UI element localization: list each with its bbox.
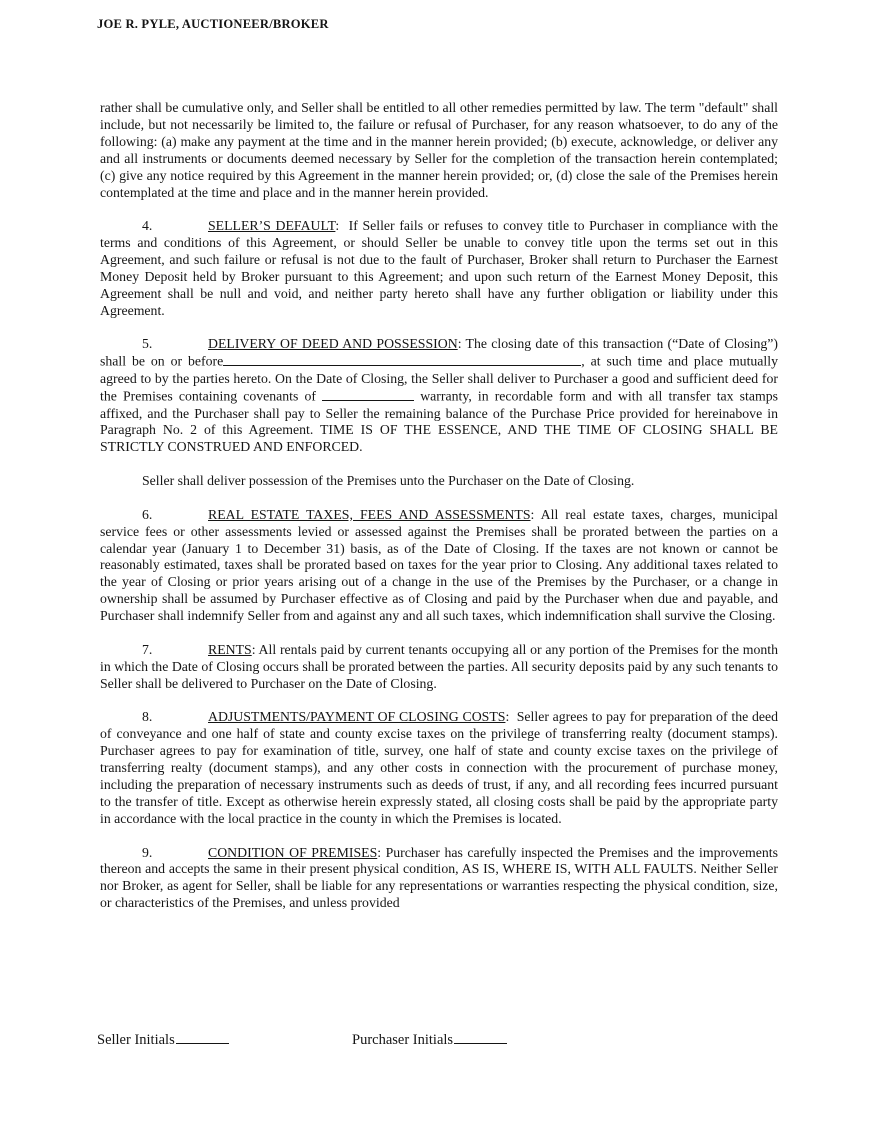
- text-run: : Seller agrees to pay for preparation of the deed of conveyance and one half of state and county excise taxes on the privilege of transferring realty (document stamps). Purchaser agrees to pay for examination of title, survey, one half of state and county excise taxes on the privilege of transferring realty (document stamps), and any other costs in connection with the procurement of purchase money, including the preparation of necessary instruments such as deeds of trust, if any, and all recording fees incurred pursuant to the transfer of title. Except as otherwise herein expressly stated, all closing costs shall be paid by the appropriate party in accordance with the local practice in the county in which the Premises is located.: [100, 709, 778, 826]
- section-heading: ADJUSTMENTS/PAYMENT OF CLOSING COSTS: [208, 709, 506, 725]
- paragraph-possession: [100, 473, 778, 490]
- document-content: [100, 100, 778, 929]
- text-run: : If Seller fails or refuses to convey title to Purchaser in compliance with the terms and conditions of this Agreement, or should Seller be unable to convey title upon the terms set out in this Agreement, and such failure or refusal is not due to the fault of Purchaser, Broker shall return to Purchaser the Earnest Money Deposit held by Broker pursuant to this Agreement; and upon such return of the Earnest Money Deposit, this Agreement shall be null and void, and neither party hereto shall have any further obligation or liability under this Agreement.: [100, 218, 778, 318]
- section-heading: REAL ESTATE TAXES, FEES AND ASSESSMENTS: [208, 506, 531, 522]
- warranty-type-blank: [322, 388, 414, 401]
- seller-initials-line: [97, 1030, 229, 1049]
- document-header-title: JOE R. PYLE, AUCTIONEER/BROKER: [97, 17, 329, 31]
- section-number: 4.: [142, 218, 153, 234]
- seller-initials-label: Seller Initials: [97, 1032, 175, 1049]
- section-heading: RENTS: [208, 641, 252, 657]
- section-heading: SELLER’S DEFAULT: [208, 218, 336, 234]
- text-run: : All rentals paid by current tenants occupying all or any portion of the Premises for the month in which the Date of Closing occurs shall be prorated between the parties. All security deposits paid by any such tenants to Seller shall be delivered to Purchaser on the Date of Closing.: [100, 641, 778, 691]
- purchaser-initials-label: Purchaser Initials: [352, 1032, 454, 1049]
- text-run: , at such time and place mutually agreed to by the parties hereto. On the Date of Closing, the Seller shall deliver to Purchaser a good and sufficient deed for the Premises containing covenants of: [100, 354, 778, 404]
- section-number: 6.: [142, 506, 153, 522]
- section-5-delivery-of-deed-and-possession: [100, 336, 778, 456]
- purchaser-initials-line: [352, 1030, 507, 1049]
- text-run: : Purchaser has carefully inspected the Premises and the improvements thereon and accepts the same in their present physical condition, AS IS, WHERE IS, WITH ALL FAULTS. Neither Seller nor Broker, as agent for Seller, shall be liable for any representations or warranties respecting the physical condition, size, or characteristics of the Premises, and unless provided: [100, 844, 778, 911]
- section-4-sellers-default: [100, 218, 778, 319]
- section-9-condition-of-premises: [100, 845, 778, 913]
- text-run: warranty, in recordable form and with all transfer tax stamps affixed, and the Purchaser shall pay to Seller the remaining balance of the Purchase Price provided for hereinabove in Paragraph No. 2 of this Agreement. TIME IS OF THE ESSENCE, AND THE TIME OF CLOSING SHALL BE STRICTLY CONSTRUED AND ENFORCED.: [100, 388, 779, 455]
- seller-initials-blank: [176, 1030, 229, 1044]
- section-number: 9.: [142, 844, 153, 860]
- section-number: 8.: [142, 709, 153, 725]
- section-heading: DELIVERY OF DEED AND POSSESSION: [208, 336, 458, 352]
- section-8-adjustments-closing-costs: [100, 709, 778, 827]
- text-run: rather shall be cumulative only, and Seller shall be entitled to all other remedies permitted by law. The term "default" shall include, but not necessarily be limited to, the failure or refusal of Purchaser, for any reason whatsoever, to do any of the following: (a) make any payment at the time and in the manner herein provided; (b) execute, acknowledge, or deliver any and all instruments or documents deemed necessary by Seller for the completion of the transaction herein contemplated; (c) give any notice required by this Agreement in the manner herein provided; or, (d) close the sale of the Premises herein contemplated at the time and place and in the manner herein provided.: [100, 100, 778, 200]
- purchaser-initials-blank: [454, 1030, 507, 1044]
- date-of-closing-blank: [223, 353, 581, 366]
- section-7-rents: [100, 642, 778, 693]
- section-number: 7.: [142, 641, 153, 657]
- section-6-real-estate-taxes: [100, 507, 778, 625]
- section-number: 5.: [142, 336, 153, 352]
- text-run: : The closing date of this transaction (“Date of Closing”) shall be on or before: [100, 336, 779, 370]
- paragraph-default-continuation: [100, 100, 778, 201]
- text-run: Seller shall deliver possession of the Premises unto the Purchaser on the Date of Closing.: [142, 473, 635, 489]
- text-run: : All real estate taxes, charges, municipal service fees or other assessments levied or assessed against the Premises shall be prorated between the parties on a calendar year (January 1 to December 31) basis, as of the Date of Closing. If the taxes are not known or cannot be reasonably estimated, taxes shall be prorated based on taxes for the year prior to Closing. Any additional taxes related to the year of Closing or prior years arising out of a change in the use of the Premises by the Purchaser, or a change in ownership shall be assumed by Purchaser effective as of Closing and paid by the Purchaser when due and payable, and Purchaser shall indemnify Seller from and against any and all such taxes, which indemnification shall survive the Closing.: [100, 506, 778, 624]
- section-heading: CONDITION OF PREMISES: [208, 844, 378, 860]
